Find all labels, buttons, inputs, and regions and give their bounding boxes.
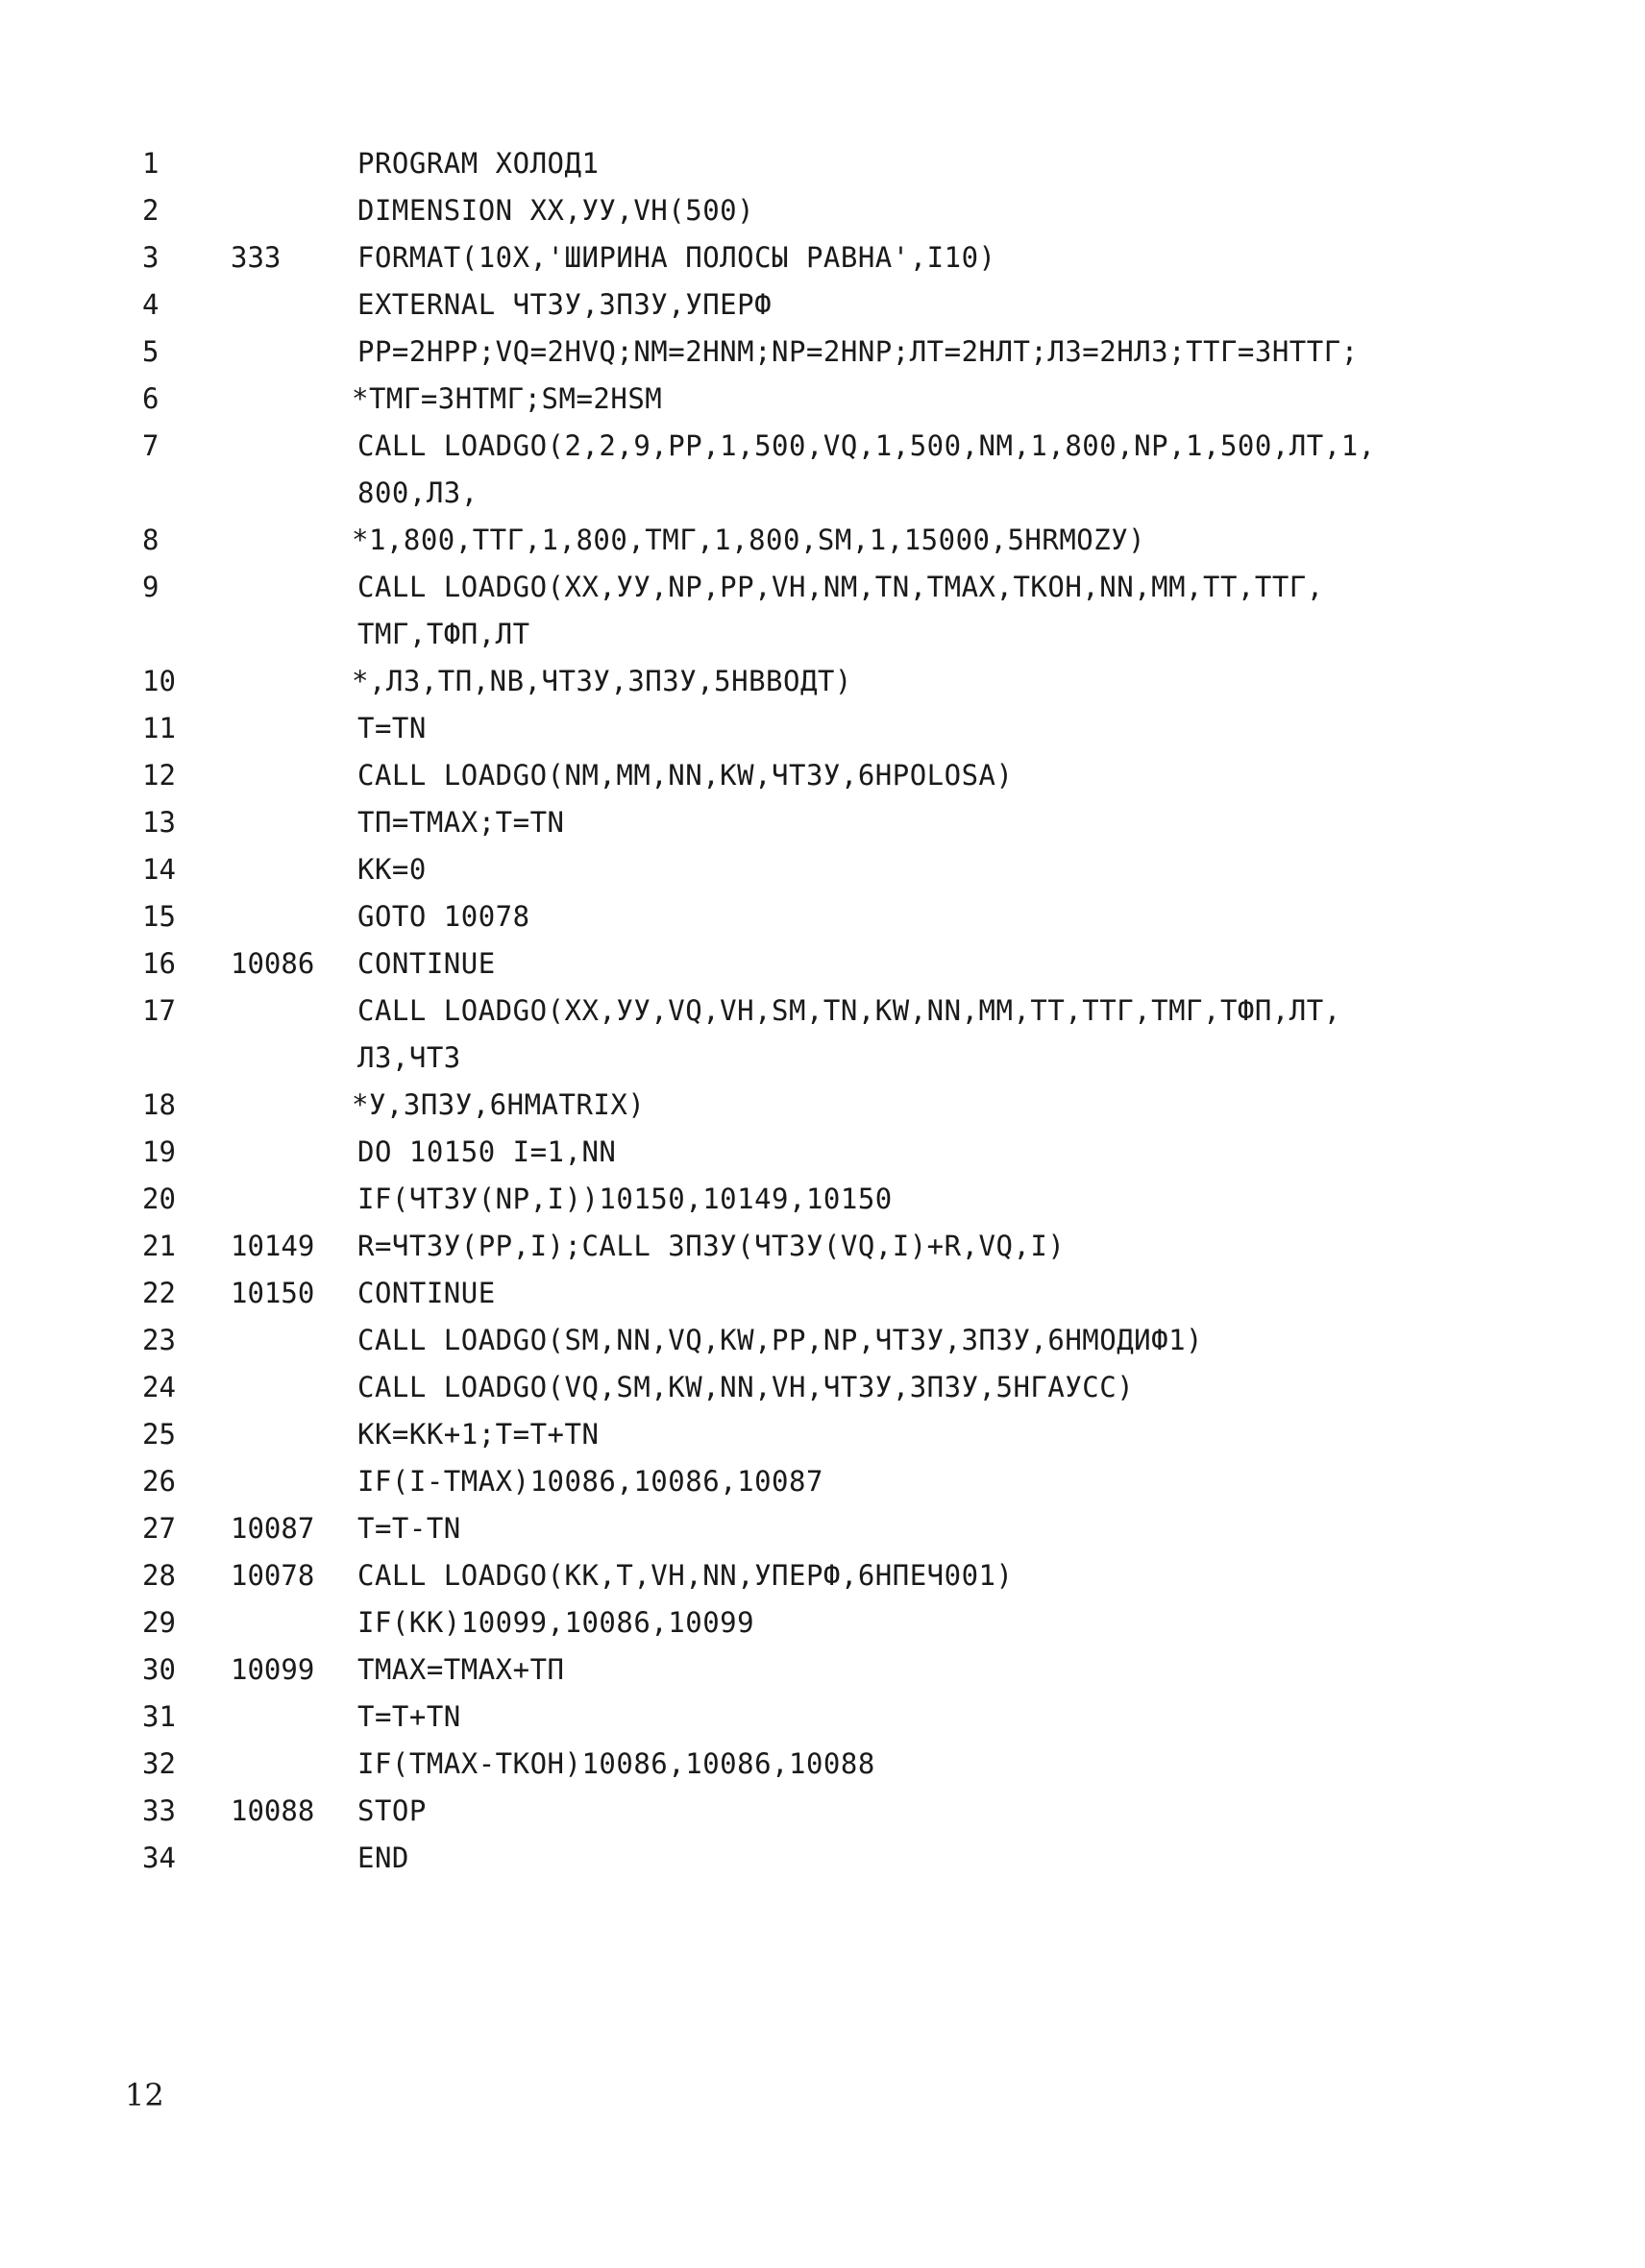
code-line <box>0 281 1645 329</box>
code-text: FORMAT(10X,'ШИРИНА ПОЛОСЫ РАВНА',I10) <box>357 241 996 274</box>
code-text: CALL LOADGO(XX,УУ,VQ,VH,SM,TN,KW,NN,MM,TT,ТТГ,ТМГ,ТФП,ЛТ, <box>357 994 1341 1027</box>
line-number: 19 <box>142 1135 176 1168</box>
code-text: CALL LOADGO(XX,УУ,NP,PP,VH,NM,TN,TMAX,TKOH,NN,MM,TT,ТТГ, <box>357 571 1324 603</box>
statement-label: 333 <box>231 241 282 274</box>
line-number: 32 <box>142 1747 176 1780</box>
code-line <box>0 988 1645 1035</box>
code-text: DIMENSION XX,УУ,VH(500) <box>357 194 755 227</box>
line-number: 15 <box>142 900 176 933</box>
code-line <box>0 1505 1645 1552</box>
code-text: EXTERNAL ЧТЗУ,ЗПЗУ,УПЕРФ <box>357 288 773 321</box>
line-number: 12 <box>142 759 176 792</box>
code-line <box>0 234 1645 281</box>
code-line <box>0 1694 1645 1741</box>
code-text: PROGRAM ХОЛОД1 <box>357 147 600 180</box>
code-line <box>0 1646 1645 1694</box>
code-line <box>0 1129 1645 1176</box>
line-number: 7 <box>142 429 160 462</box>
code-line <box>0 799 1645 846</box>
line-number: 20 <box>142 1183 176 1215</box>
code-line <box>0 1741 1645 1788</box>
line-number: 27 <box>142 1512 176 1545</box>
code-line <box>0 611 1645 658</box>
line-number: 11 <box>142 712 176 744</box>
code-text: T=TN <box>357 712 427 744</box>
line-number: 25 <box>142 1418 176 1451</box>
code-line <box>0 1458 1645 1505</box>
line-number: 24 <box>142 1371 176 1403</box>
code-line <box>0 376 1645 423</box>
line-number: 21 <box>142 1230 176 1262</box>
code-line <box>0 1082 1645 1129</box>
code-text: ЛЗ,ЧТЗ <box>357 1041 461 1074</box>
code-line <box>0 658 1645 705</box>
code-text: CALL LOADGO(NM,MM,NN,KW,ЧТЗУ,6HPOLOSA) <box>357 759 1014 792</box>
code-text: CALL LOADGO(SM,NN,VQ,KW,PP,NP,ЧТЗУ,ЗПЗУ,6HМОДИФ1) <box>357 1324 1204 1356</box>
code-line <box>0 893 1645 940</box>
code-text: 800,ЛЗ, <box>357 476 479 509</box>
line-number: 16 <box>142 947 176 980</box>
line-number: 23 <box>142 1324 176 1356</box>
line-number: 10 <box>142 665 176 697</box>
line-number: 31 <box>142 1700 176 1733</box>
code-text: TMAX=TMAX+ТП <box>357 1653 565 1686</box>
code-text: IF(ЧТЗУ(NP,I))10150,10149,10150 <box>357 1183 893 1215</box>
page-number: 12 <box>125 2077 164 2113</box>
code-text: *,ЛЗ,ТП,NB,ЧТЗУ,ЗПЗУ,5HВВОДТ) <box>352 665 852 697</box>
code-text: *ТМГ=3HТМГ;SM=2HSM <box>352 382 663 415</box>
code-text: STOP <box>357 1794 427 1827</box>
line-number: 34 <box>142 1841 176 1874</box>
program-listing <box>0 140 1645 1882</box>
code-line <box>0 470 1645 517</box>
code-text: KK=0 <box>357 853 427 886</box>
code-text: T=T-TN <box>357 1512 461 1545</box>
line-number: 33 <box>142 1794 176 1827</box>
statement-label: 10099 <box>231 1653 315 1686</box>
line-number: 9 <box>142 571 160 603</box>
line-number: 22 <box>142 1277 176 1309</box>
statement-label: 10086 <box>231 947 315 980</box>
code-line <box>0 705 1645 752</box>
code-line <box>0 329 1645 376</box>
line-number: 26 <box>142 1465 176 1498</box>
line-number: 30 <box>142 1653 176 1686</box>
statement-label: 10078 <box>231 1559 315 1592</box>
code-line <box>0 1223 1645 1270</box>
code-line <box>0 1788 1645 1835</box>
line-number: 14 <box>142 853 176 886</box>
code-line <box>0 1317 1645 1364</box>
code-text: KK=KK+1;T=T+TN <box>357 1418 600 1451</box>
code-text: ТМГ,ТФП,ЛТ <box>357 618 530 650</box>
line-number: 3 <box>142 241 160 274</box>
line-number: 5 <box>142 335 160 368</box>
code-line <box>0 1035 1645 1082</box>
statement-label: 10150 <box>231 1277 315 1309</box>
code-text: CALL LOADGO(2,2,9,PP,1,500,VQ,1,500,NM,1,800,NP,1,500,ЛТ,1, <box>357 429 1376 462</box>
code-line <box>0 1270 1645 1317</box>
code-line <box>0 752 1645 799</box>
code-line <box>0 1176 1645 1223</box>
code-line <box>0 1411 1645 1458</box>
line-number: 4 <box>142 288 160 321</box>
statement-label: 10087 <box>231 1512 315 1545</box>
code-text: IF(KK)10099,10086,10099 <box>357 1606 755 1639</box>
line-number: 17 <box>142 994 176 1027</box>
code-text: IF(I-TMAX)10086,10086,10087 <box>357 1465 823 1498</box>
code-text: END <box>357 1841 409 1874</box>
code-text: R=ЧТЗУ(PP,I);CALL ЗПЗУ(ЧТЗУ(VQ,I)+R,VQ,I) <box>357 1230 1066 1262</box>
code-line <box>0 517 1645 564</box>
code-line <box>0 423 1645 470</box>
line-number: 13 <box>142 806 176 839</box>
code-text: CONTINUE <box>357 947 496 980</box>
code-text: CALL LOADGO(VQ,SM,KW,NN,VH,ЧТЗУ,ЗПЗУ,5HГАУСС) <box>357 1371 1135 1403</box>
code-line <box>0 187 1645 234</box>
code-text: DO 10150 I=1,NN <box>357 1135 617 1168</box>
code-line <box>0 1835 1645 1882</box>
code-line <box>0 564 1645 611</box>
code-line <box>0 140 1645 187</box>
code-text: CALL LOADGO(KK,T,VH,NN,УПЕРФ,6HПЕЧ001) <box>357 1559 1014 1592</box>
line-number: 29 <box>142 1606 176 1639</box>
code-text: T=T+TN <box>357 1700 461 1733</box>
line-number: 28 <box>142 1559 176 1592</box>
line-number: 18 <box>142 1088 176 1121</box>
code-line <box>0 940 1645 988</box>
line-number: 6 <box>142 382 160 415</box>
line-number: 2 <box>142 194 160 227</box>
line-number: 8 <box>142 524 160 556</box>
code-text: CONTINUE <box>357 1277 496 1309</box>
code-line <box>0 846 1645 893</box>
code-text: IF(TMAX-TKOH)10086,10086,10088 <box>357 1747 875 1780</box>
code-text: GOTO 10078 <box>357 900 530 933</box>
code-text: *1,800,ТТГ,1,800,ТМГ,1,800,SM,1,15000,5HRMOZУ) <box>352 524 1146 556</box>
code-line <box>0 1552 1645 1599</box>
statement-label: 10149 <box>231 1230 315 1262</box>
code-text: *У,ЗПЗУ,6HMATRIX) <box>352 1088 646 1121</box>
code-line <box>0 1364 1645 1411</box>
code-line <box>0 1599 1645 1646</box>
code-text: PP=2HPP;VQ=2HVQ;NM=2HNM;NP=2HNP;ЛТ=2HЛТ;ЛЗ=2HЛЗ;ТТГ=3HТТГ; <box>357 335 1359 368</box>
line-number: 1 <box>142 147 160 180</box>
code-text: ТП=TMAX;T=TN <box>357 806 565 839</box>
statement-label: 10088 <box>231 1794 315 1827</box>
